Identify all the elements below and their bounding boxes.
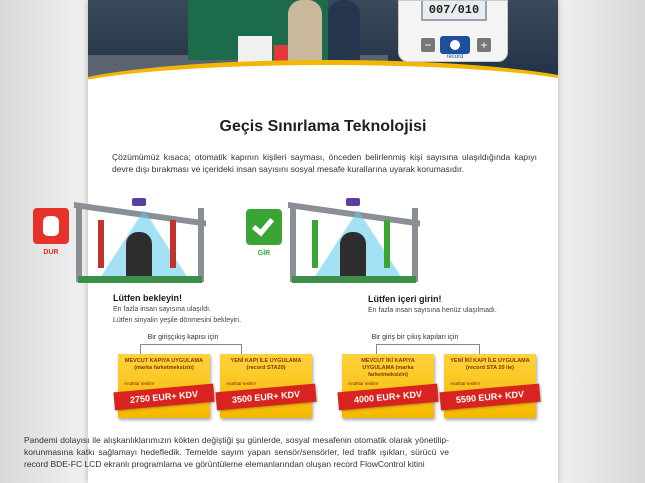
gate-illustration-go (288, 198, 420, 284)
price-card-title: YENİ KAPI İLE UYGULAMA (record STA20) (230, 358, 302, 371)
group-bracket (376, 344, 480, 354)
counter-device (398, 0, 508, 62)
red-light-pole (170, 220, 176, 268)
price-card-title: MEVCUT İKİ KAPIYA UYGULAMA (marka farketmeksizin) (361, 358, 415, 378)
price-card (220, 354, 312, 418)
go-heading: Lütfen içeri girin! (368, 294, 442, 304)
checkmark-icon (246, 209, 282, 245)
gate-illustration-stop (74, 198, 206, 284)
sensor-icon (346, 198, 360, 206)
price-label: 5590 EUR+ KDV (439, 384, 540, 411)
price-card-tag: Anahtar teslim! (226, 381, 257, 386)
price-card-tag: Anahtar teslim! (450, 381, 481, 386)
price-card-title: YENİ İKİ KAPI İLE UYGULAMA (record STA 20 ile) (450, 358, 530, 371)
footer-paragraph: Pandemi dolayısı ile alışkanlıklarımızın kökten değiştiği şu günlerde, sosyal mesafenin otomatik olarak yönetilip-korunmasına katkı sağlamayı hedefledik. Temelde sayım yapan sensör/sensörler, led trafik ışıkları, sürücü ve record BDE-FC LCD ekranlı programlama ve görüntüleme elemanlarından oluşan record FlowControl kitini (24, 435, 449, 469)
group-label-two-doors: Bir giriş bir çıkış kapıları için (371, 334, 459, 341)
stop-message-line: Lütfen sinyalin yeşile dönmesini bekleyin. (113, 317, 242, 324)
top-photo-banner (88, 0, 558, 92)
counter-display: 007/010 (421, 1, 487, 21)
stop-message-line: En fazla insan sayısına ulaşıldı. (113, 306, 212, 313)
hand-stop-icon (33, 208, 69, 244)
sensor-icon (132, 198, 146, 206)
group-bracket (140, 344, 242, 354)
intro-paragraph: Çözümümüz kısaca; otomatik kapının kişileri sayması, önceden belirlenmiş kişi sayısına ulaşıldığında kapıyı devre dışı bırakması ve içerideki insan sayısını sosyal mesafe kurallarına uyarak korumasıdır. (112, 152, 537, 174)
stop-heading: Lütfen bekleyin! (113, 293, 183, 303)
green-light-pole (384, 220, 390, 268)
person-silhouette-icon (126, 232, 152, 278)
go-message-line: En fazla insan sayısına henüz ulaşılmadı. (368, 307, 497, 314)
record-label: record (446, 54, 464, 60)
price-card-title: MEVCUT KAPIYA UYGULAMA (marka farketmeksizin) (124, 358, 204, 371)
record-logo-icon (440, 36, 470, 54)
red-light-pole (98, 220, 104, 268)
price-card (118, 354, 210, 418)
price-label: 2750 EUR+ KDV (113, 384, 214, 411)
plus-icon: + (477, 38, 491, 52)
price-label: 3500 EUR+ KDV (215, 384, 316, 411)
price-card (342, 354, 434, 418)
price-card-tag: Anahtar teslim! (348, 381, 379, 386)
price-card-tag: Anahtar teslim! (124, 381, 155, 386)
person-silhouette-icon (340, 232, 366, 278)
page-title: Geçis Sınırlama Teknolojisi (219, 118, 427, 135)
price-card (444, 354, 536, 418)
go-label: GİR (257, 250, 271, 257)
stop-label: DUR (43, 249, 59, 256)
group-label-single-door: Bir girişçıkış kapısı için (147, 334, 219, 341)
green-light-pole (312, 220, 318, 268)
price-label: 4000 EUR+ KDV (337, 384, 438, 411)
minus-icon: − (421, 38, 435, 52)
